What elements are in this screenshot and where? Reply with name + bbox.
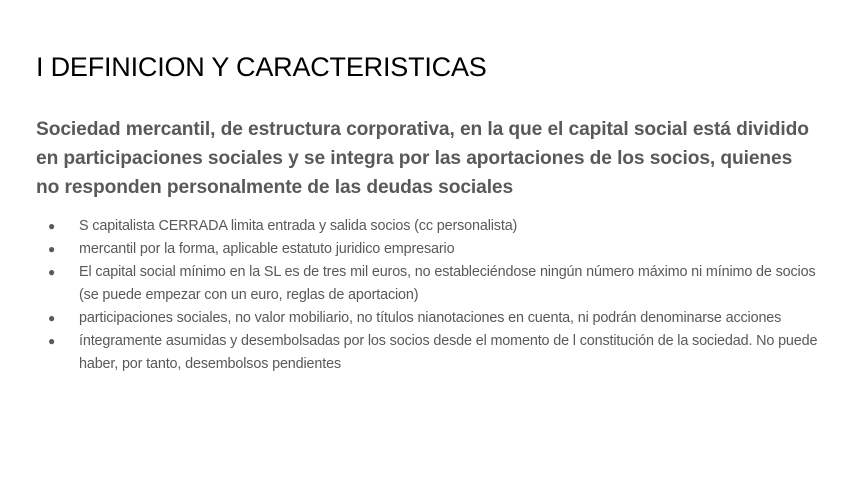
bullet-item (36, 307, 826, 330)
bullet-item (36, 238, 826, 261)
bullet-dot-icon: ● (48, 219, 56, 233)
slide-lead-paragraph: Sociedad mercantil, de estructura corporativa, en la que el capital social está dividido en participaciones sociales y se integra por las aportaciones de los socios, quienes no responden personalmente de las deudas sociales (36, 119, 809, 198)
bullet-dot-icon: ● (48, 265, 56, 279)
bullet-text: S capitalista CERRADA limita entrada y salida socios (cc personalista) (79, 218, 518, 234)
bullet-text: mercantil por la forma, aplicable estatuto juridico empresario (79, 241, 455, 257)
bullet-item (36, 261, 826, 307)
bullet-dot-icon: ● (48, 311, 56, 325)
bullet-dot-icon: ● (48, 242, 56, 256)
slide-title: I DEFINICION Y CARACTERISTICAS (36, 52, 487, 82)
bullet-list (36, 215, 826, 376)
bullet-text: íntegramente asumidas y desembolsadas por los socios desde el momento de l constitución de la sociedad. No puede haber, por tanto, desembolsos pendientes (79, 333, 818, 372)
bullet-dot-icon: ● (48, 334, 56, 348)
bullet-text: El capital social mínimo en la SL es de tres mil euros, no estableciéndose ningún número máximo ni mínimo de socios (se puede empezar con un euro, reglas de aportacion) (79, 264, 816, 303)
bullet-item (36, 215, 826, 238)
bullet-text: participaciones sociales, no valor mobiliario, no títulos nianotaciones en cuenta, ni podrán denominarse acciones (79, 310, 782, 326)
bullet-item (36, 330, 826, 376)
